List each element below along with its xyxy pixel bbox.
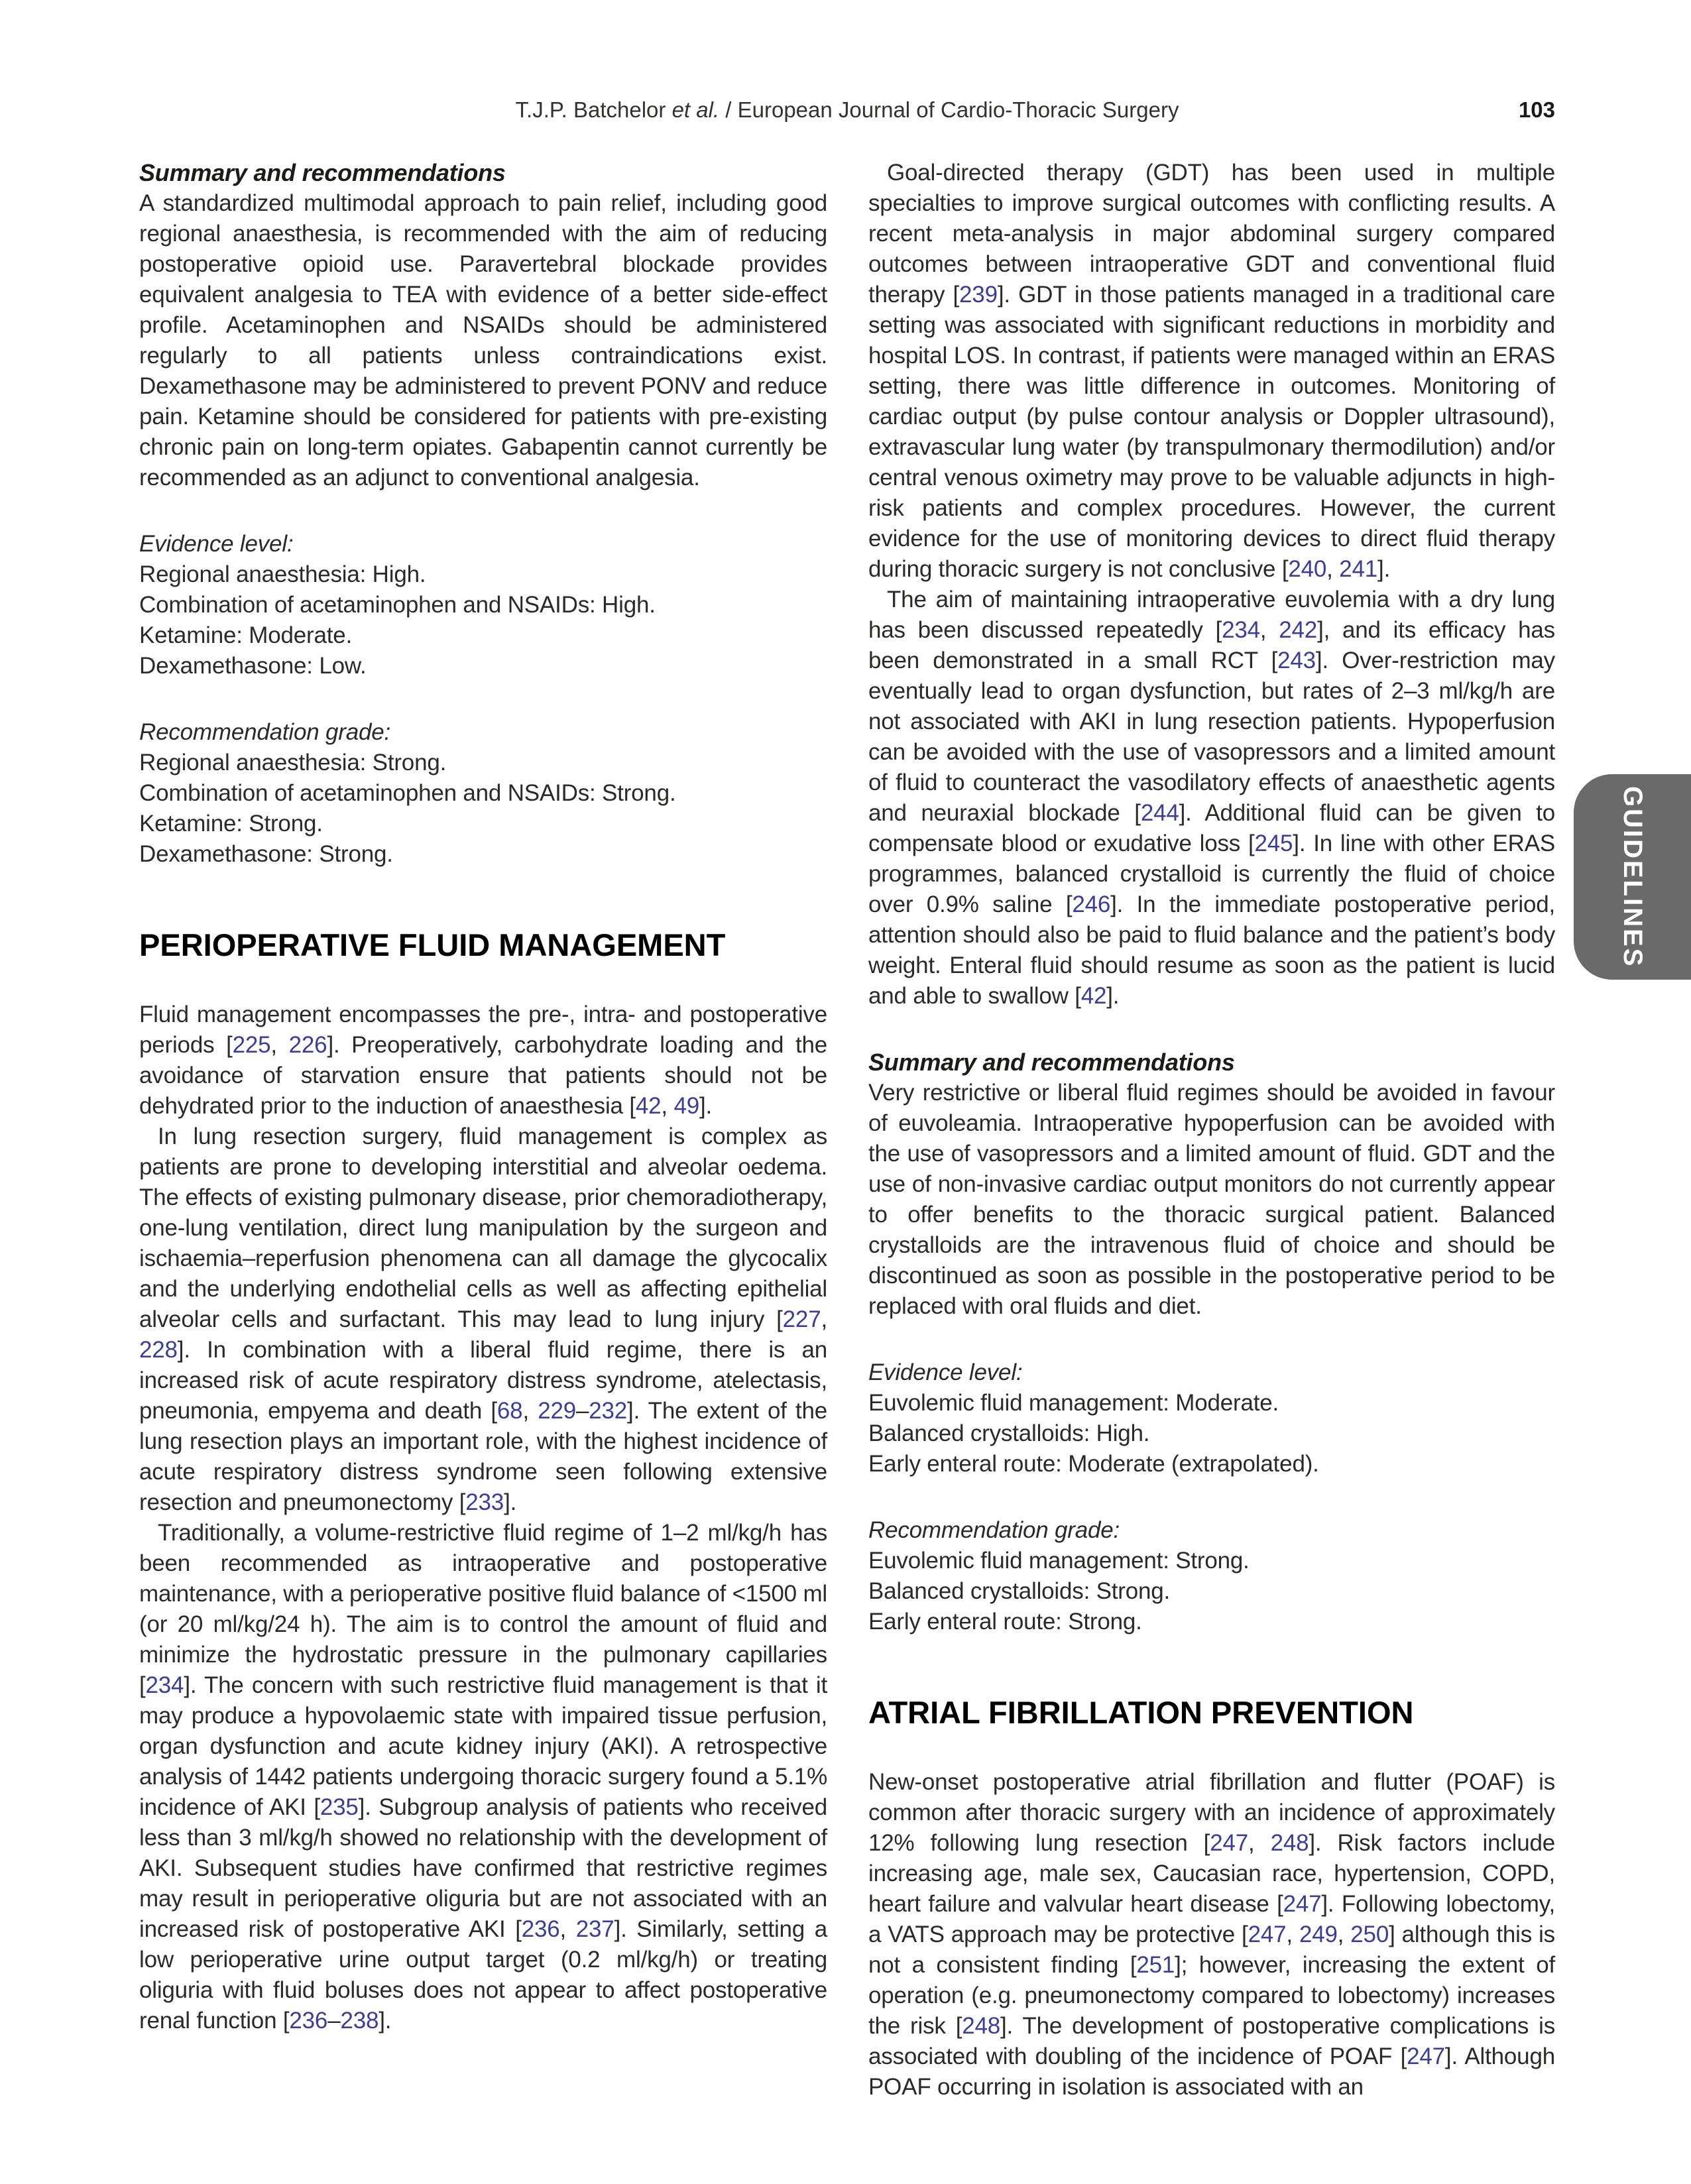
italic-label: Recommendation grade:	[139, 719, 391, 745]
citation-number[interactable]: 247	[1283, 1891, 1322, 1917]
running-header-text	[139, 97, 1555, 123]
grade-line: Dexamethasone: Low.	[139, 653, 367, 679]
guidelines-tab-label: GUIDELINES	[1618, 785, 1647, 968]
citation-link[interactable]: [244]	[1134, 800, 1186, 826]
body-paragraph: Very restrictive or liberal fluid regimes should be avoided in favour of euvoleamia. Intraoperative hypoperfusion can be avoided with the use of vasopressors and a limited amount of fluid. GDT and the use of non-invasive cardiac output monitors do not currently appear to offer benefits to the thoracic surgical patient. Balanced crystalloids are the intravenous fluid of choice and should be discontinued as soon as possible in the postoperative period to be replaced with oral fluids and diet.	[868, 1080, 1555, 1319]
citation-number[interactable]: 248	[1270, 1830, 1309, 1856]
body-paragraph: A standardized multimodal approach to pain relief, including good regional anaesthesia, is recommended with the aim of reducing postoperative opioid use. Paravertebral blockade provides equivalent analgesia to TEA with evidence of a better side-effect profile. Acetaminophen and NSAIDs should be administered regularly to all patients unless contraindications exist. Dexamethasone may be administered to prevent PONV and reduce pain. Ketamine should be considered for patients with pre-existing chronic pain on long-term opiates. Gabapentin cannot currently be recommended as an adjunct to conventional analgesia.	[139, 190, 827, 490]
citation-link[interactable]: [234]	[139, 1672, 190, 1698]
citation-number[interactable]: 242	[1279, 617, 1318, 643]
grade-line: Early enteral route: Strong.	[868, 1609, 1142, 1635]
citation-number[interactable]: 234	[1222, 617, 1260, 643]
citation-number[interactable]: 240	[1288, 556, 1327, 582]
italic-label: Evidence level:	[868, 1359, 1023, 1385]
citation-number[interactable]: 229	[538, 1398, 576, 1424]
citation-link[interactable]: [239]	[953, 282, 1004, 308]
subsection-heading: Summary and recommendations	[868, 1049, 1235, 1076]
grade-line: Euvolemic fluid management: Moderate.	[868, 1390, 1279, 1416]
citation-number[interactable]: 236	[289, 2008, 328, 2034]
citation-link[interactable]: [42, 49]	[629, 1093, 706, 1119]
section-heading: PERIOPERATIVE FLUID MANAGEMENT	[139, 927, 726, 962]
italic-label: Evidence level:	[139, 531, 294, 557]
body-paragraph: Goal-directed therapy (GDT) has been used in multiple specialties to improve surgical outcomes with conflicting results. A recent meta-analysis in major abdominal surgery compared outcomes between intraoperative GDT and conventional fluid therapy [239]. GDT in those patients managed in a traditional care setting was associated with significant reductions in morbidity and hospital LOS. In contrast, if patients were managed within an ERAS setting, there was little difference in outcomes. Monitoring of cardiac output (by pulse contour analysis or Doppler ultrasound), extravascular lung water (by transpulmonary thermodilution) and/or central venous oximetry may prove to be valuable adjuncts in high-risk patients and complex procedures. However, the current evidence for the use of monitoring devices to direct fluid therapy during thoracic surgery is not conclusive [240, 241].	[868, 160, 1555, 582]
citation-number[interactable]: 249	[1299, 1922, 1338, 1947]
citation-link[interactable]: [233]	[459, 1489, 510, 1515]
citation-link[interactable]: [225, 226]	[226, 1032, 333, 1058]
citation-number[interactable]: 227	[782, 1306, 821, 1332]
grade-line: Ketamine: Strong.	[139, 811, 323, 836]
right-column	[868, 158, 1555, 2102]
grade-line: Balanced crystalloids: Strong.	[868, 1578, 1171, 1604]
citation-number[interactable]: 248	[962, 2013, 1001, 2039]
citation-link[interactable]: [247]	[1277, 1891, 1328, 1917]
grade-line: Combination of acetaminophen and NSAIDs: High.	[139, 592, 656, 618]
citation-link[interactable]: [227, 228]	[139, 1306, 827, 1363]
citation-link[interactable]: [246]	[1065, 891, 1117, 917]
citation-link[interactable]: [240, 241]	[1281, 556, 1384, 582]
citation-number[interactable]: 243	[1277, 648, 1316, 673]
citation-number[interactable]: 247	[1248, 1922, 1287, 1947]
grade-line: Balanced crystalloids: High.	[868, 1420, 1150, 1446]
left-column	[139, 158, 827, 2036]
citation-number[interactable]: 68	[496, 1398, 523, 1424]
grade-line: Regional anaesthesia: High.	[139, 561, 426, 587]
citation-number[interactable]: 235	[320, 1794, 359, 1820]
citation-number[interactable]: 232	[589, 1398, 628, 1424]
page-number: 103	[1518, 97, 1555, 122]
citation-link[interactable]: [247, 248]	[1203, 1830, 1315, 1856]
citation-number[interactable]: 244	[1140, 800, 1179, 826]
grade-line: Dexamethasone: Strong.	[139, 841, 393, 867]
running-header	[139, 97, 1555, 123]
grade-line: Regional anaesthesia: Strong.	[139, 750, 447, 776]
body-paragraph: Traditionally, a volume-restrictive fluid regime of 1–2 ml/kg/h has been recommended as intraoperative and postoperative maintenance, with a perioperative positive fluid balance of <1500 ml (or 20 ml/kg/24 h). The aim is to control the amount of fluid and minimize the hydrostatic pressure in the pulmonary capillaries [234]. The concern with such restrictive fluid management is that it may produce a hypovolaemic state with impaired tissue perfusion, organ dysfunction and acute kidney injury (AKI). A retrospective analysis of 1442 patients undergoing thoracic surgery found a 5.1% incidence of AKI [235]. Subgroup analysis of patients who received less than 3 ml/kg/h showed no relationship with the development of AKI. Subsequent studies have confirmed that restrictive regimes may result in perioperative oliguria but are not associated with an increased risk of postoperative AKI [236, 237]. Similarly, setting a low perioperative urine output target (0.2 ml/kg/h) or treating oliguria with fluid boluses does not appear to affect postoperative renal function [236–238].	[139, 1520, 828, 2034]
citation-number[interactable]: 226	[288, 1032, 327, 1058]
citation-link[interactable]: [42]	[1075, 983, 1113, 1009]
citation-link[interactable]: [247, 249, 250]	[1242, 1922, 1395, 1947]
citation-number[interactable]: 225	[232, 1032, 271, 1058]
citation-number[interactable]: 245	[1254, 831, 1293, 856]
citation-number[interactable]: 237	[575, 1916, 614, 1942]
citation-link[interactable]: [236, 237]	[515, 1916, 621, 1942]
citation-number[interactable]: 251	[1136, 1952, 1175, 1978]
citation-number[interactable]: 233	[465, 1489, 504, 1515]
grade-line: Combination of acetaminophen and NSAIDs: Strong.	[139, 780, 676, 806]
citation-number[interactable]: 234	[145, 1672, 184, 1698]
body-paragraph: The aim of maintaining intraoperative euvolemia with a dry lung has been discussed repeatedly [234, 242], and its efficacy has been demonstrated in a small RCT [243]. Over-restriction may eventually lead to organ dysfunction, but rates of 2–3 ml/kg/h are not associated with AKI in lung resection patients. Hypoperfusion can be avoided with the use of vasopressors and a limited amount of fluid to counteract the vasodilatory effects of anaesthetic agents and neuraxial blockade [244]. Additional fluid can be given to compensate blood or exudative loss [245]. In line with other ERAS programmes, balanced crystalloid is currently the fluid of choice over 0.9% saline [246]. In the immediate postoperative period, attention should also be paid to fluid balance and the patient’s body weight. Enteral fluid should resume as soon as the patient is lucid and able to swallow [42].	[868, 587, 1556, 1009]
citation-link[interactable]: [235]	[314, 1794, 365, 1820]
citation-link[interactable]: [247]	[1400, 2043, 1452, 2069]
running-header-etal: et al.	[671, 97, 720, 122]
citation-link[interactable]: [243]	[1271, 648, 1322, 673]
body-paragraph: New-onset postoperative atrial fibrillation and flutter (POAF) is common after thoracic surgery with an incidence of approximately 12% following lung resection [247, 248]. Risk factors include increasing age, male sex, Caucasian race, hypertension, COPD, heart failure and valvular heart disease [247]. Following lobectomy, a VATS approach may be protective [247, 249, 250] although this is not a consistent finding [251]; however, increasing the extent of operation (e.g. pneumonectomy compared to lobectomy) increases the risk [248]. The development of postoperative complications is associated with doubling of the incidence of POAF [247]. Although POAF occurring in isolation is associated with an	[868, 1769, 1555, 2100]
citation-number[interactable]: 42	[635, 1093, 662, 1119]
citation-link[interactable]: [251]	[1130, 1952, 1181, 1978]
citation-link[interactable]: [236–238]	[282, 2008, 385, 2034]
italic-label: Recommendation grade:	[868, 1517, 1120, 1543]
grade-line: Euvolemic fluid management: Strong.	[868, 1548, 1250, 1574]
running-header-journal: / European Journal of Cardio-Thoracic Surgery	[719, 97, 1179, 122]
citation-link[interactable]: [234, 242]	[1215, 617, 1324, 643]
grade-line: Early enteral route: Moderate (extrapolated).	[868, 1451, 1319, 1477]
citation-link[interactable]: [68, 229–232]	[491, 1398, 634, 1424]
citation-number[interactable]: 236	[521, 1916, 560, 1942]
body-paragraph: Fluid management encompasses the pre-, intra- and postoperative periods [225, 226]. Preoperatively, carbohydrate loading and the avoidance of starvation ensure that patients should not be dehydrated prior to the induction of anaesthesia [42, 49].	[139, 1002, 827, 1119]
citation-number[interactable]: 239	[959, 282, 998, 308]
citation-number[interactable]: 247	[1407, 2043, 1445, 2069]
citation-number[interactable]: 228	[139, 1337, 178, 1363]
citation-number[interactable]: 247	[1210, 1830, 1248, 1856]
citation-link[interactable]: [248]	[955, 2013, 1007, 2039]
running-header-authors: T.J.P. Batchelor	[515, 97, 672, 122]
citation-number[interactable]: 42	[1080, 983, 1107, 1009]
citation-number[interactable]: 49	[673, 1093, 699, 1119]
section-heading: ATRIAL FIBRILLATION PREVENTION	[868, 1695, 1414, 1730]
guidelines-tab	[1574, 774, 1691, 980]
citation-number[interactable]: 250	[1350, 1922, 1389, 1947]
citation-number[interactable]: 246	[1072, 891, 1111, 917]
grade-line: Ketamine: Moderate.	[139, 622, 353, 648]
body-paragraph: In lung resection surgery, fluid management is complex as patients are prone to developing interstitial and alveolar oedema. The effects of existing pulmonary disease, prior chemoradiotherapy, one-lung ventilation, direct lung manipulation by the surgeon and ischaemia–reperfusion phenomena can all damage the glycocalix and the underlying endothelial cells as well as affecting epithelial alveolar cells and surfactant. This may lead to lung injury [227, 228]. In combination with a liberal fluid regime, there is an increased risk of acute respiratory distress syndrome, atelectasis, pneumonia, empyema and death [68, 229–232]. The extent of the lung resection plays an important role, with the highest incidence of acute respiratory distress syndrome seen following extensive resection and pneumonectomy [233].	[139, 1123, 827, 1515]
citation-number[interactable]: 241	[1339, 556, 1378, 582]
subsection-heading: Summary and recommendations	[139, 159, 506, 186]
citation-number[interactable]: 238	[340, 2008, 379, 2034]
citation-link[interactable]: [245]	[1248, 831, 1299, 856]
